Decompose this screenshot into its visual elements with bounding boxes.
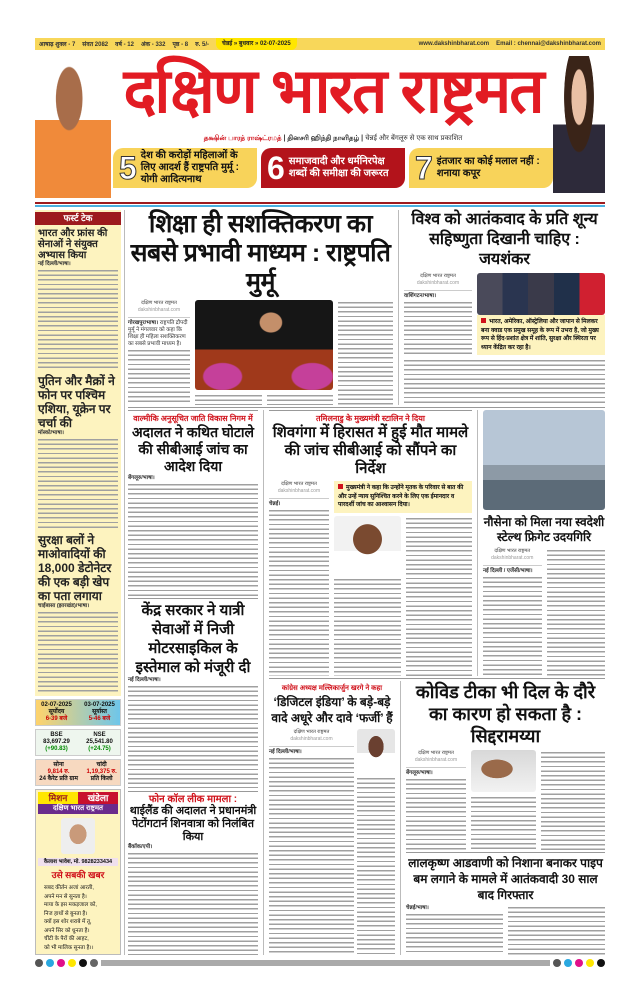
frigate-story xyxy=(483,410,605,676)
author-photo xyxy=(61,818,95,854)
teaser-text: समाजवादी और धर्मनिरपेक्ष शब्दों की समीक्षा की जरूरत xyxy=(288,156,389,179)
teaser-text: इंतजार का कोई मलाल नहीं : शनाया कपूर xyxy=(436,156,540,179)
brief-headline: भारत और फ्रांस की सेनाओं ने संयुक्त अभ्यास किया xyxy=(38,228,108,261)
market-widget xyxy=(35,729,121,756)
photo-caption xyxy=(477,315,605,355)
teaser-page-5[interactable] xyxy=(113,148,257,188)
byline-site: dakshinbharat.com xyxy=(137,307,181,313)
column-divider xyxy=(477,410,478,676)
valmiki-kicker: वाल्मीकि अनुसूचित जाति विकास निगम में xyxy=(128,410,258,424)
divider xyxy=(269,678,605,679)
gold-silver-widget xyxy=(35,759,121,786)
dateline: नई दिल्ली/भाषा। xyxy=(269,749,302,755)
poem-line: अपने मन से सुनता है। xyxy=(44,893,87,900)
byline xyxy=(269,481,329,499)
dateline: मॉस्को/भाषा। xyxy=(38,430,65,436)
poem-line: निज हाथों से बुनता है। xyxy=(44,910,88,917)
poem-line: को भी मालिक सुनता है।। xyxy=(44,944,94,951)
page-number: 6 xyxy=(267,150,285,186)
column-divider xyxy=(124,210,125,955)
brief-headline: सुरक्षा बलों ने माओवादियों की 18,000 डेटोनेटर की एक बड़ी खेप का पता लगाया xyxy=(38,533,112,603)
byline-name: दक्षिण भारत राष्ट्रमत xyxy=(494,548,531,554)
tagline-tamil: தக்ஷின் பாரத் ராஷ்ட்ரமத் xyxy=(203,135,282,142)
divider xyxy=(406,852,605,853)
byline xyxy=(269,729,354,747)
dateline: चाईबासा (झारखंड)/भाषा। xyxy=(38,603,90,609)
frigate-headline: नौसेना को मिला नया स्वदेशी स्टेल्थ फ्रिगेट उदयगिरि xyxy=(483,515,605,544)
silver-price: 1,19,375 रु. xyxy=(86,769,117,775)
price: रु. 5/- xyxy=(195,42,210,48)
dateline: गोरखपुर/भाषा। xyxy=(128,320,159,326)
tagline-editions: चेन्नई और बेंगलूरु से एक साथ प्रकाशित xyxy=(365,135,463,142)
byline-site: dakshinbharat.com xyxy=(290,736,333,742)
covid-headline: कोविड टीका भी दिल के दौरे का कारण हो सकता है : सिद्दरामय्या xyxy=(415,682,596,746)
bike-taxi-headline: केंद्र सरकार ने यात्री सेवाओं में निजी मोटरसाइकिल के इस्तेमाल को मंजूरी दी xyxy=(135,602,251,676)
jaishankar-story xyxy=(404,210,605,405)
column-header: फर्स्ट टेक xyxy=(35,212,121,225)
highlight-text: मुख्यमंत्री ने कहा कि उन्होंने मृतक के परिवार से बात की और उन्हें न्याय सुनिश्चित करने के लिए एक ईमानदार व पारदर्शी जांच का आश्वासन दिया। xyxy=(338,485,464,508)
dateline: चेन्नई/भाषा। xyxy=(406,905,429,911)
valmiki-headline: अदालत ने कथित घोटाले की सीबीआई जांच का आदेश दिया xyxy=(131,424,255,474)
tithi: आषाढ़ शुक्ल - 7 xyxy=(39,42,76,48)
masthead-title: दक्षिण भारत राष्ट्रमत xyxy=(123,57,543,126)
sun-date2: 03-07-2025 xyxy=(84,702,115,708)
mission-title-1: मिशन xyxy=(38,792,78,804)
kharge-headline: ‘डिजिटल इंडिया’ के बड़े-बड़े वादे अधूरे और दावे ‘फर्जी’ हैं xyxy=(271,695,393,725)
lead-headline: शिक्षा ही सशक्तिकरण का सबसे प्रभावी माध्यम : राष्ट्रपति मुर्मू xyxy=(130,210,391,296)
byline-name: दक्षिण भारत राष्ट्रमत xyxy=(141,300,177,306)
top-info-strip xyxy=(35,38,605,50)
dateline: नई दिल्ली / एजेंसी/भाषा। xyxy=(483,568,533,574)
byline xyxy=(483,548,542,566)
newspaper-page xyxy=(35,0,605,997)
samvat: संवत 2082 xyxy=(82,42,109,48)
column-divider xyxy=(398,210,399,405)
masthead-tagline: தக்ஷின் பாரத் ராஷ்ட்ரமத் | தினசரி ஹிந்தி நாளிதழ் | चेन्नई और बेंगलूरु से एक साथ प्रकाशित xyxy=(203,135,463,142)
nse-label: NSE xyxy=(93,732,106,738)
sunset-time: 5-46 बजे xyxy=(88,716,111,722)
sunrise-time: 6-39 बजे xyxy=(45,716,68,722)
sivaganga-story xyxy=(269,410,472,676)
byline-site: dakshinbharat.com xyxy=(491,555,534,561)
dateline: चेन्नई। xyxy=(269,501,281,507)
thai-kicker: फोन कॉल लीक मामला : xyxy=(128,791,258,805)
lead-story xyxy=(128,210,393,405)
column-divider xyxy=(400,681,401,955)
sunrise-label: सूर्योदय xyxy=(48,709,65,715)
divider xyxy=(128,407,605,408)
bse-change: (+90.83) xyxy=(45,746,68,752)
silver-unit: प्रति किलो xyxy=(90,776,113,782)
shanaya-kapoor-photo xyxy=(553,56,605,193)
caption-text: भारत, अमेरिका, ऑस्ट्रेलिया और जापान से मिलकर बना क्वाड एक प्रमुख समूह के रूप में उभरा है, जो मुख्य रूप से हिंद-प्रशांत क्षेत्र में शांति, सुरक्षा और स्थिरता पर ध्यान केंद्रित कर रहा है। xyxy=(481,319,599,351)
teaser-page-6[interactable] xyxy=(261,148,405,188)
nse-change: (+24.75) xyxy=(88,746,111,752)
teaser-page-7[interactable] xyxy=(409,148,553,188)
silver-label: चांदी xyxy=(96,762,107,768)
kharge-story xyxy=(269,681,395,955)
jaishankar-headline: विश्व को आतंकवाद के प्रति शून्य सहिष्णुता दिखानी चाहिए : जयशंकर xyxy=(411,211,598,268)
dateline: बैंकॉक/एपी। xyxy=(128,844,153,850)
kharge-kicker: कांग्रेस अध्यक्ष मल्लिकार्जुन खरगे ने कहा xyxy=(281,685,383,692)
page-number: 5 xyxy=(119,150,137,186)
dateline: नई दिल्ली/भाषा। xyxy=(128,677,161,683)
poem xyxy=(38,884,118,952)
divider xyxy=(35,202,605,204)
poem-line: चींटी के पैरों की आहट, xyxy=(44,936,89,942)
pages: पृष्ठ - 8 xyxy=(172,42,189,48)
advani-headline: लालकृष्ण आडवाणी को निशाना बनाकर पाइप बम लगाने के मामले में आतंकवादी 30 साल बाद गिरफ्तार xyxy=(408,856,603,902)
color-registration-marks xyxy=(35,959,605,967)
byline-site: dakshinbharat.com xyxy=(416,280,460,286)
masthead xyxy=(35,50,605,200)
poem-line: सबद कीर्तन अजां आरती, xyxy=(44,885,94,891)
mission-title-2: खंडेला xyxy=(78,792,118,804)
dateline: बेंगलूरु/भाषा। xyxy=(128,475,155,481)
brief-headline: पुतिन और मैक्रों ने फोन पर पश्चिम एशिया, यूक्रेन पर चर्चा की xyxy=(38,374,115,430)
nse-value: 25,541.80 xyxy=(86,739,113,745)
lead-story-text xyxy=(128,320,190,348)
frigate-udaygiri-photo xyxy=(483,410,605,510)
divider xyxy=(35,205,605,207)
divider xyxy=(128,598,258,599)
byline-name: दक्षिण भारत राष्ट्रमत xyxy=(281,481,317,487)
issue: अंक - 332 xyxy=(140,42,166,48)
gold-label: सोना xyxy=(53,762,64,768)
bse-label: BSE xyxy=(50,732,63,738)
sivaganga-highlight xyxy=(334,481,472,513)
thai-headline: थाईलैंड की अदालत ने प्रधानमंत्री पेटोंगटार्न शिनवात्रा को निलंबित किया xyxy=(129,805,257,843)
tagline-daily: தினசரி ஹிந்தி நாளிதழ் xyxy=(287,135,360,142)
column-divider xyxy=(263,410,264,955)
email-link[interactable]: Email : chennai@dakshinbharat.com xyxy=(496,41,601,47)
byline xyxy=(404,273,472,291)
poem-line: क्यों इस शोर शराबे में तू, xyxy=(44,919,92,925)
author-name: कैलाश भावेश, मो. 9828233434 xyxy=(38,858,118,866)
edition-date: चेन्नई » बुधवार » 02-07-2025 xyxy=(216,38,297,50)
poem-line: माया के इस मकड़जाल को, xyxy=(44,902,97,908)
website-link[interactable]: www.dakshinbharat.com xyxy=(418,41,490,47)
poem-title: उसे सबकी खबर xyxy=(51,870,105,880)
byline-site: dakshinbharat.com xyxy=(414,757,458,763)
volume: वर्ष - 12 xyxy=(115,42,134,48)
sunset-label: सूर्यास्त xyxy=(92,709,107,715)
byline xyxy=(128,300,190,318)
byline-site: dakshinbharat.com xyxy=(277,488,321,494)
bse-value: 83,697.29 xyxy=(43,739,70,745)
sivaganga-kicker: तमिलनाडु के मुख्यमंत्री स्टालिन ने दिया xyxy=(269,410,472,424)
lead-text: राष्ट्रपति द्रौपदी मुर्मू ने मंगलवार को कहा कि शिक्षा ही महिला सशक्तिकरण का सबसे प्रभावी माध्यम है। xyxy=(128,320,188,347)
sun-date: 02-07-2025 xyxy=(41,702,72,708)
mission-brand: दक्षिण भारत राष्ट्रमत xyxy=(38,804,118,814)
dateline: बेंगलूरु/भाषा। xyxy=(406,770,433,776)
dateline: वाशिंगटन/भाषा। xyxy=(404,293,437,299)
gold-price: 9,814 रु. xyxy=(47,769,70,775)
teaser-text: देश की करोड़ों महिलाओं के लिए आदर्श हैं राष्ट्रपति मुर्मू : योगी आदित्यनाथ xyxy=(140,150,240,185)
sunrise-sunset-widget xyxy=(35,699,121,726)
siddaramaiah-photo xyxy=(471,750,536,792)
stalin-photo xyxy=(334,516,401,574)
byline-name: दक्षिण भारत राष्ट्रमत xyxy=(293,729,330,735)
mission-khandela-box xyxy=(35,789,121,955)
print-bar xyxy=(101,960,550,966)
byline-name: दक्षिण भारत राष्ट्रमत xyxy=(418,750,454,756)
dateline: नई दिल्ली/भाषा। xyxy=(38,261,71,267)
poem-line: अपने सिर को धुनता है। xyxy=(44,927,90,934)
quad-ministers-photo xyxy=(477,273,605,315)
page-number: 7 xyxy=(415,150,433,186)
yogi-adityanath-photo xyxy=(35,56,111,198)
first-take-column xyxy=(35,210,121,696)
kharge-photo xyxy=(357,729,395,773)
sivaganga-headline: शिवगंगा में हिरासत में हुई मौत मामले की जांच सीबीआई को सौंपने का निर्देश xyxy=(272,424,469,477)
gold-unit: 24 कैरेट प्रति ग्राम xyxy=(39,776,78,782)
byline xyxy=(406,750,466,768)
byline-name: दक्षिण भारत राष्ट्रमत xyxy=(420,273,456,279)
president-murmu-photo xyxy=(195,300,333,390)
